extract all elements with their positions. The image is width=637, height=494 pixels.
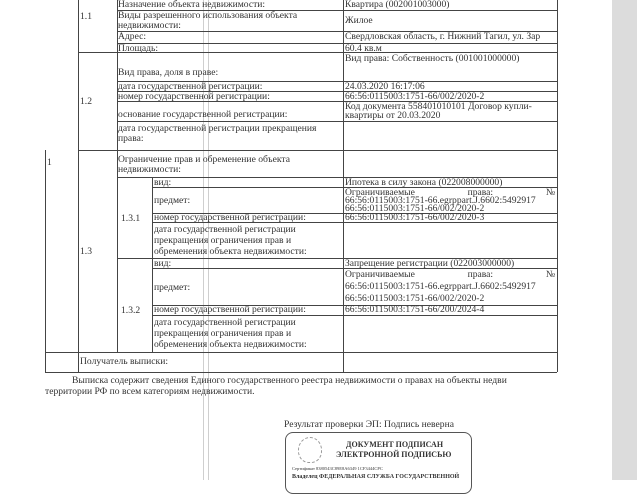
subsection-number: 1.3.2 xyxy=(121,305,141,316)
r1-number-label: номер государственной регистрации: xyxy=(154,212,306,223)
regdate-label: дата государственной регистрации: xyxy=(118,81,263,92)
right-label: Вид права, доля в праве: xyxy=(118,67,219,78)
subsection-number: 1.3.1 xyxy=(121,213,141,224)
r2-subject-label: предмет: xyxy=(154,282,191,293)
footer-paragraph: Выписка содержит сведения Единого государственного реестра недвижимости о правах на объекты недви xyxy=(72,376,507,386)
area-value: 60.4 кв.м xyxy=(345,43,382,54)
restriction-label: Ограничение прав и обременение объекта недвижимости: xyxy=(118,154,290,175)
r1-subject-value: 66:56:0115003:1751-66/002/2020-2 xyxy=(345,203,485,214)
stamp-title-2: ЭЛЕКТРОННОЙ ПОДПИСЬЮ xyxy=(336,450,452,459)
address-label: Адрес: xyxy=(118,31,147,42)
use-value: Жилое xyxy=(345,15,373,26)
section-number: 1 xyxy=(47,157,52,168)
basis-label: основание государственной регистрации: xyxy=(118,109,288,120)
r1-subject-label: предмет: xyxy=(154,195,191,206)
stamp-title: ДОКУМЕНТ ПОДПИСАН xyxy=(346,440,444,449)
purpose-value: Квартира (002001003000) xyxy=(345,0,450,10)
r2-kind-value: Запрещение регистрации (022003000000) xyxy=(345,258,515,269)
section-number: 1.3 xyxy=(80,246,92,257)
r1-enddate-label: дата государственной регистрации прекращения ограничения прав и обременения объекта недвижимости: xyxy=(154,224,307,257)
r1-subject-value: Ограничиваемые права: № xyxy=(345,187,555,198)
r1-kind-label: вид: xyxy=(154,177,172,188)
footer-paragraph-2: территории РФ по всем категориям недвижимости. xyxy=(45,386,255,397)
enddate-label: дата государственной регистрации прекращения права: xyxy=(118,123,317,144)
scan-background-edge xyxy=(612,0,637,480)
purpose-label: Назначение объекта недвижимости: xyxy=(118,0,266,10)
electronic-signature-stamp xyxy=(285,432,472,494)
r1-kind-value: Ипотека в силу закона (022008000000) xyxy=(345,177,503,188)
r2-subject-value: 66:56:0115003:1751-66/002/2020-2 xyxy=(345,293,485,304)
basis-value: Код документа 558401010101 Договор купли- xyxy=(345,102,532,112)
r2-number-label: номер государственной регистрации: xyxy=(154,304,306,315)
r2-enddate-label: дата государственной регистрации прекращения ограничения прав и обременения объекта недвижимости: xyxy=(154,317,307,350)
stamp-certificate: Сертификат 8380543C89E8A6349 1CF3444CPC xyxy=(292,466,383,471)
use-label: Виды разрешенного использования объекта недвижимости: xyxy=(118,10,298,31)
r1-subject-value: 66:56:0115003:1751-66.egrppart.J.6602:5492917 xyxy=(345,195,536,206)
regnum-label: номер государственной регистрации: xyxy=(118,91,270,102)
basis-value-2: квартиры от 20.03.2020 xyxy=(345,110,441,121)
recipient-label: Получатель выписки: xyxy=(80,356,168,367)
r2-number-value: 66:56:0115003:1751-66/200/2024-4 xyxy=(345,304,485,315)
r2-kind-label: вид: xyxy=(154,258,172,269)
coat-of-arms-icon xyxy=(298,437,322,463)
signature-check-result: Результат проверки ЭП: Подпись неверна xyxy=(284,419,454,430)
section-number: 1.2 xyxy=(80,96,92,107)
regdate-value: 24.03.2020 16:17:06 xyxy=(345,81,425,92)
address-value: Свердловская область, г. Нижний Тагил, ул. Зар xyxy=(345,32,541,42)
right-value: Вид права: Собственность (001001000000) xyxy=(345,53,520,64)
stamp-owner: Владелец ФЕДЕРАЛЬНАЯ СЛУЖБА ГОСУДАРСТВЕННОЙ xyxy=(292,474,460,480)
r1-number-value: 66:56:0115003:1751-66/002/2020-3 xyxy=(345,212,485,223)
regnum-value: 66:56:0115003:1751-66/002/2020-2 xyxy=(345,91,485,102)
r2-subject-value: Ограничиваемые права: № xyxy=(345,269,555,280)
section-number: 1.1 xyxy=(80,11,92,22)
area-label: Площадь: xyxy=(118,43,159,54)
r2-subject-value: 66:56:0115003:1751-66.egrppart.J.6602:5492917 xyxy=(345,281,536,292)
